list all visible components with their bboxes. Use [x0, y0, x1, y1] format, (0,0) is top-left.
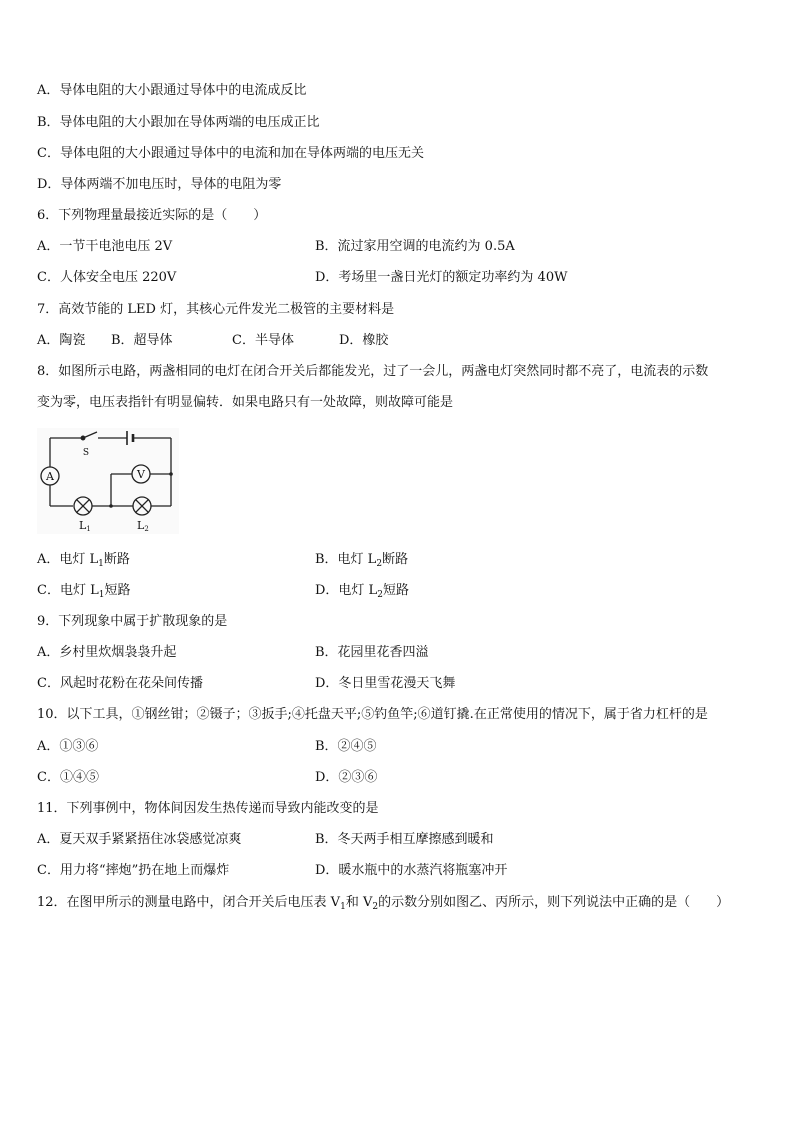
q10-option-d: D．②③⑥ [315, 770, 378, 785]
q8-option-c: C．电灯 $L_1$短路 [37, 583, 131, 600]
q12-stem: 12．在图甲所示的测量电路中，闭合开关后电压表 $V_1$和 $V_2$的示数分别如图乙、丙所示，则下列说法中正确的是（ ） [37, 895, 730, 912]
q5-option-c: C．导体电阻的大小跟通过导体中的电流和加在导体两端的电压无关 [37, 146, 424, 161]
q9-options-row-2 [37, 675, 767, 693]
q6-option-c: C．人体安全电压 220V [37, 270, 177, 285]
q6-option-b: B．流过家用空调的电流约为 0.5A [315, 239, 515, 254]
q9-option-c: C．风起时花粉在花朵间传播 [37, 676, 203, 691]
q10-options-row-1 [37, 738, 767, 756]
q7-option-a: A．陶瓷 [37, 333, 86, 348]
q6-option-a: A．一节干电池电压 2V [37, 239, 173, 254]
q11-option-a: A．夏天双手紧紧捂住冰袋感觉凉爽 [37, 832, 242, 847]
q10-option-a: A．①③⑥ [37, 739, 99, 754]
q8-options-row-1 [37, 551, 767, 569]
q5-option-b: B．导体电阻的大小跟加在导体两端的电压成正比 [37, 115, 320, 130]
q7-stem: 7．高效节能的 LED 灯，其核心元件发光二极管的主要材料是 [37, 302, 395, 317]
q11-option-d: D．暖水瓶中的水蒸汽将瓶塞冲开 [315, 863, 508, 878]
q7-option-d: D．橡胶 [339, 333, 389, 348]
q6-options-row-2 [37, 269, 767, 287]
q9-stem: 9．下列现象中属于扩散现象的是 [37, 614, 228, 629]
q9-options-row-1 [37, 644, 767, 662]
q8-option-a: A．电灯 $L_1$断路 [37, 552, 130, 569]
ammeter-label: A [46, 470, 54, 483]
q10-stem: 10．以下工具，①钢丝钳；②镊子；③扳手;④托盘天平;⑤钓鱼竿;⑥道钉撬.在正常使用的情况下，属于省力杠杆的是 [37, 707, 708, 722]
q11-stem: 11．下列事例中，物体间因发生热传递而导致内能改变的是 [37, 801, 379, 816]
q8-options-row-2 [37, 582, 767, 600]
junction-left [109, 504, 113, 508]
lamp-l1-label: L1 [79, 519, 91, 533]
q9-option-d: D．冬日里雪花漫天飞舞 [315, 676, 456, 691]
q11-options-row-1 [37, 831, 767, 849]
q6-stem: 6．下列物理量最接近实际的是（ ） [37, 208, 267, 223]
q6-options-row-1 [37, 238, 767, 256]
q8-circuit-diagram [37, 428, 179, 534]
q10-option-c: C．①④⑤ [37, 770, 99, 785]
q8-stem-line-2: 变为零，电压表指针有明显偏转．如果电路只有一处故障，则故障可能是 [37, 395, 454, 410]
q9-option-a: A．乡村里炊烟袅袅升起 [37, 645, 177, 660]
q5-option-a: A．导体电阻的大小跟通过导体中的电流成反比 [37, 83, 307, 98]
q6-option-d: D．考场里一盏日光灯的额定功率约为 40W [315, 270, 568, 285]
switch-label: S [82, 448, 90, 458]
q10-options-row-2 [37, 769, 767, 787]
q8-option-b: B．电灯 $L_2$断路 [315, 552, 409, 569]
q8-stem-line-1: 8．如图所示电路，两盏相同的电灯在闭合开关后都能发光，过了一会儿，两盏电灯突然同时都不亮了，电流表的示数 [37, 364, 709, 379]
q9-option-b: B．花园里花香四溢 [315, 645, 429, 660]
junction-right [169, 472, 173, 476]
q10-option-b: B．②④⑤ [315, 739, 377, 754]
lamp-l2-label: L2 [137, 519, 149, 533]
q11-option-b: B．冬天两手相互摩擦感到暖和 [315, 832, 494, 847]
q5-option-d: D．导体两端不加电压时，导体的电阻为零 [37, 177, 282, 192]
q7-options-row [37, 332, 767, 350]
q7-option-c: C．半导体 [232, 333, 294, 348]
q11-options-row-2 [37, 862, 767, 880]
q8-option-d: D．电灯 $L_2$短路 [315, 583, 409, 600]
q11-option-c: C．用力将“摔炮”扔在地上而爆炸 [37, 863, 230, 878]
q7-option-b: B．超导体 [111, 333, 173, 348]
voltmeter-label: V [137, 468, 145, 481]
